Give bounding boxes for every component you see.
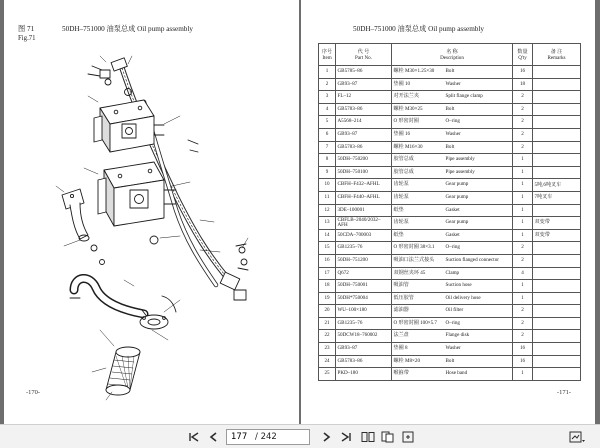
cell-quantity: 2	[513, 305, 533, 318]
cell-part-no: GB5783–86	[336, 103, 392, 116]
cell-part-no: GB1235–76	[336, 317, 392, 330]
cell-part-no: CBFH–F440–AFHL	[336, 191, 392, 204]
description-cn: 纸垫	[393, 206, 404, 213]
description-en: Gear pump	[445, 181, 469, 188]
description-cn: 螺栓 M30×25	[393, 105, 423, 112]
description-en: Bolt	[445, 357, 455, 364]
viewer-toolbar	[0, 424, 600, 448]
cell-remarks	[533, 154, 581, 167]
oil-filter	[106, 347, 140, 395]
description-cn: 对开法兰夹	[393, 93, 419, 100]
cell-part-no: 50CDA–700003	[336, 229, 392, 242]
zoom-icon	[569, 431, 587, 443]
cell-remarks	[533, 78, 581, 91]
description-cn: O 形密封圈 38×3.1	[393, 244, 435, 251]
table-row	[319, 254, 581, 267]
previous-page-icon	[208, 431, 220, 443]
cell-part-no: 50DH–750100	[336, 166, 392, 179]
cell-part-no: A5568–214	[336, 116, 392, 129]
cell-description	[392, 141, 513, 154]
description-en: Bolt	[445, 105, 455, 112]
cell-quantity: 2	[513, 317, 533, 330]
cell-remarks	[533, 280, 581, 293]
right-page	[301, 0, 595, 424]
cell-part-no: GB93–87	[336, 343, 392, 356]
cell-remarks	[533, 343, 581, 356]
cell-item: 20	[319, 305, 336, 318]
cell-description	[392, 179, 513, 192]
suction-connector	[62, 189, 89, 241]
cell-description	[392, 154, 513, 167]
description-en: Clamp	[445, 269, 460, 276]
cell-description	[392, 204, 513, 217]
cell-description	[392, 103, 513, 116]
cell-item: 22	[319, 330, 336, 343]
table-row	[319, 116, 581, 129]
page-count-label: / 242	[255, 432, 277, 442]
table-row	[319, 204, 581, 217]
cell-description	[392, 116, 513, 129]
cell-part-no: GB5783–86	[336, 141, 392, 154]
cell-part-no: CBFLB–2040/2032–AFH	[336, 217, 392, 230]
cell-item: 16	[319, 254, 336, 267]
description-cn: 喉箍带	[393, 370, 409, 377]
cell-item: 25	[319, 368, 336, 381]
two-page-view-icon	[361, 431, 375, 443]
cell-quantity: 2	[513, 254, 533, 267]
cell-quantity: 16	[513, 355, 533, 368]
cell-item: 12	[319, 204, 336, 217]
cell-remarks	[533, 254, 581, 267]
cell-remarks	[533, 128, 581, 141]
cell-description	[392, 166, 513, 179]
table-row	[319, 179, 581, 192]
description-cn: 螺栓 M30×1.25×30	[393, 68, 435, 74]
description-cn: 齿轮泵	[393, 193, 409, 200]
cell-remarks	[533, 166, 581, 179]
cell-item: 15	[319, 242, 336, 255]
parts-table-header	[319, 44, 581, 66]
cell-description	[392, 229, 513, 242]
cell-description	[392, 91, 513, 104]
cell-description	[392, 267, 513, 280]
cell-part-no: 3DE–100001	[336, 204, 392, 217]
description-cn: 螺栓 M8×20	[393, 357, 421, 364]
cell-quantity: 18	[513, 78, 533, 91]
cell-remarks	[533, 330, 581, 343]
description-cn: 垫圈 10	[393, 80, 411, 87]
left-page-title: 50DH–751000 油泵总成 Oil pump assembly	[62, 25, 193, 33]
table-row	[319, 343, 581, 356]
description-en: Gear pump	[445, 219, 469, 226]
cell-description	[392, 78, 513, 91]
cell-part-no: GB5783–86	[336, 355, 392, 368]
table-row	[319, 355, 581, 368]
cell-remarks	[533, 116, 581, 129]
description-en: Oil filter	[445, 307, 464, 314]
cell-description	[392, 330, 513, 343]
single-page-view-icon	[381, 431, 395, 443]
cell-item: 7	[319, 141, 336, 154]
cell-remarks	[533, 204, 581, 217]
cell-description	[392, 242, 513, 255]
cell-remarks	[533, 292, 581, 305]
description-cn: 胶管总成	[393, 168, 414, 175]
first-page-button[interactable]	[186, 429, 202, 445]
cell-remarks	[533, 103, 581, 116]
cell-description	[392, 191, 513, 204]
cell-item: 21	[319, 317, 336, 330]
cell-quantity: 1	[513, 191, 533, 204]
description-en: Bolt	[445, 68, 455, 74]
cell-item: 14	[319, 229, 336, 242]
page-number-box	[226, 429, 310, 445]
description-cn: 纸垫	[393, 231, 404, 238]
cell-quantity: 2	[513, 141, 533, 154]
cell-remarks: 7吨叉车	[533, 191, 581, 204]
description-cn: 垫圈 8	[393, 345, 408, 352]
description-cn: 胶管总成	[393, 156, 414, 163]
cell-item: 24	[319, 355, 336, 368]
cell-part-no: 50DH*750004	[336, 292, 392, 305]
left-page-number: -170-	[26, 389, 41, 396]
cell-description	[392, 128, 513, 141]
description-en: O–ring	[445, 319, 460, 326]
cell-description	[392, 343, 513, 356]
description-en: Gasket	[445, 206, 460, 213]
cell-quantity: 1	[513, 166, 533, 179]
cell-remarks	[533, 66, 581, 79]
cell-remarks	[533, 305, 581, 318]
description-cn: O 形密封圈	[393, 118, 419, 125]
table-row	[319, 154, 581, 167]
left-page	[4, 0, 299, 424]
table-row	[319, 368, 581, 381]
table-row	[319, 166, 581, 179]
cell-description	[392, 217, 513, 230]
cell-item: 19	[319, 292, 336, 305]
cell-part-no: 50DH–750001	[336, 280, 392, 293]
table-row	[319, 91, 581, 104]
table-row	[319, 242, 581, 255]
page-number-input[interactable]	[231, 432, 253, 442]
figure-number-en: Fig.71	[18, 35, 36, 42]
cell-remarks: 双变带	[533, 217, 581, 230]
previous-page-button[interactable]	[206, 429, 222, 445]
gear-pump-upper	[94, 100, 164, 152]
cell-quantity: 2	[513, 91, 533, 104]
table-row	[319, 103, 581, 116]
cell-remarks: 5吨,6吨叉车	[533, 179, 581, 192]
cell-part-no: 50DCW18–760002	[336, 330, 392, 343]
cell-remarks	[533, 368, 581, 381]
cell-quantity: 4	[513, 267, 533, 280]
zoom-button[interactable]	[568, 429, 588, 445]
exploded-parts-diagram	[4, 0, 299, 424]
cell-quantity: 1	[513, 280, 533, 293]
cell-remarks	[533, 317, 581, 330]
description-en: Washer	[445, 80, 461, 87]
right-page-title: 50DH–751000 油泵总成 Oil pump assembly	[353, 25, 484, 33]
cell-quantity: 16	[513, 343, 533, 356]
header-remarks: 备 注 Remarks	[533, 44, 581, 66]
two-page-view-button[interactable]	[360, 429, 376, 445]
fit-page-icon	[401, 431, 415, 443]
table-row	[319, 305, 581, 318]
cell-quantity: 1	[513, 154, 533, 167]
cell-description	[392, 355, 513, 368]
cell-quantity: 2	[513, 128, 533, 141]
cell-item: 11	[319, 191, 336, 204]
last-page-button[interactable]	[338, 429, 354, 445]
description-cn: 螺栓 M16×30	[393, 143, 423, 150]
table-row	[319, 141, 581, 154]
last-page-icon	[340, 431, 352, 443]
description-en: Washer	[445, 345, 461, 352]
cell-part-no: GB93–87	[336, 128, 392, 141]
table-row	[319, 78, 581, 91]
cell-quantity: 1	[513, 292, 533, 305]
description-en: Gasket	[445, 231, 460, 238]
cell-item: 10	[319, 179, 336, 192]
description-cn: 法兰盘	[393, 332, 409, 339]
cell-quantity: 1	[513, 179, 533, 192]
description-en: Hose band	[445, 370, 468, 377]
description-en: O–ring	[445, 118, 460, 125]
cell-remarks	[533, 355, 581, 368]
description-en: Bolt	[445, 143, 455, 150]
cell-item: 5	[319, 116, 336, 129]
header-part-no: 代 号 Part No.	[336, 44, 392, 66]
cell-quantity: 2	[513, 330, 533, 343]
cell-description	[392, 280, 513, 293]
cell-part-no: GB5785–86	[336, 66, 392, 79]
description-en: O–ring	[445, 244, 460, 251]
cell-quantity: 2	[513, 242, 533, 255]
cell-remarks	[533, 242, 581, 255]
cell-part-no: 50DH–750200	[336, 154, 392, 167]
cell-item: 1	[319, 66, 336, 79]
cell-item: 17	[319, 267, 336, 280]
description-en: Oil delivery hose	[445, 294, 481, 301]
description-cn: 吸油口法兰式接头	[393, 256, 435, 263]
description-cn: 吸油管	[393, 282, 409, 289]
next-page-button[interactable]	[318, 429, 334, 445]
cell-part-no: GB1235–76	[336, 242, 392, 255]
cell-item: 3	[319, 91, 336, 104]
cell-part-no: WU–100×180	[336, 305, 392, 318]
description-en: Pipe assembly	[445, 156, 475, 163]
cell-description	[392, 305, 513, 318]
cell-item: 2	[319, 78, 336, 91]
table-row	[319, 66, 581, 79]
description-cn: O 形密封圈 100×5.7	[393, 319, 437, 326]
description-en: Flange disk	[445, 332, 470, 339]
header-description: 名 称 Description	[392, 44, 513, 66]
table-row	[319, 229, 581, 242]
table-row	[319, 217, 581, 230]
table-row	[319, 191, 581, 204]
fit-page-button[interactable]	[400, 429, 416, 445]
description-en: Washer	[445, 130, 461, 137]
right-page-number: -171-	[556, 389, 571, 396]
description-cn: 双钢丝夹环 45	[393, 269, 426, 276]
cell-quantity: 1	[513, 204, 533, 217]
cell-part-no: 50DH–751200	[336, 254, 392, 267]
description-en: Pipe assembly	[445, 168, 475, 175]
cell-part-no: CBFH–F432–AFHL	[336, 179, 392, 192]
description-cn: 低压胶管	[393, 294, 414, 301]
cell-item: 4	[319, 103, 336, 116]
cell-item: 18	[319, 280, 336, 293]
cell-item: 6	[319, 128, 336, 141]
cell-item: 13	[319, 217, 336, 230]
cell-part-no: GB93–87	[336, 78, 392, 91]
parts-table	[318, 43, 581, 381]
figure-number: 图 71	[18, 25, 35, 33]
cell-quantity: 1	[513, 368, 533, 381]
cell-description	[392, 254, 513, 267]
cell-quantity: 2	[513, 116, 533, 129]
header-item: 序号 Item	[319, 44, 336, 66]
cell-part-no: Q672	[336, 267, 392, 280]
cell-part-no: FL–12	[336, 91, 392, 104]
description-en: Suction flanged connector	[445, 256, 499, 263]
description-en: Gear pump	[445, 193, 469, 200]
cell-quantity: 1	[513, 229, 533, 242]
table-row	[319, 128, 581, 141]
description-cn: 齿轮泵	[393, 181, 409, 188]
first-page-icon	[188, 431, 200, 443]
next-page-icon	[320, 431, 332, 443]
cell-quantity: 2	[513, 103, 533, 116]
cell-remarks	[533, 141, 581, 154]
cell-remarks	[533, 267, 581, 280]
cell-item: 9	[319, 166, 336, 179]
description-en: Suction hose	[445, 282, 472, 289]
description-cn: 齿轮泵	[393, 219, 409, 226]
cell-quantity: 16	[513, 66, 533, 79]
single-page-view-button[interactable]	[380, 429, 396, 445]
cell-quantity: 1	[513, 217, 533, 230]
description-en: Split flange clamp	[445, 93, 483, 100]
cell-description	[392, 292, 513, 305]
cell-part-no: PKD–180	[336, 368, 392, 381]
table-row	[319, 292, 581, 305]
table-row	[319, 280, 581, 293]
table-row	[319, 317, 581, 330]
table-row	[319, 267, 581, 280]
cell-description	[392, 368, 513, 381]
table-row	[319, 330, 581, 343]
cell-item: 23	[319, 343, 336, 356]
cell-description	[392, 66, 513, 79]
description-cn: 滤油器	[393, 307, 409, 314]
cell-item: 8	[319, 154, 336, 167]
header-quantity: 数量 Q'ty	[513, 44, 533, 66]
cell-remarks: 双变带	[533, 229, 581, 242]
description-cn: 垫圈 16	[393, 130, 411, 137]
cell-description	[392, 317, 513, 330]
cell-remarks	[533, 91, 581, 104]
